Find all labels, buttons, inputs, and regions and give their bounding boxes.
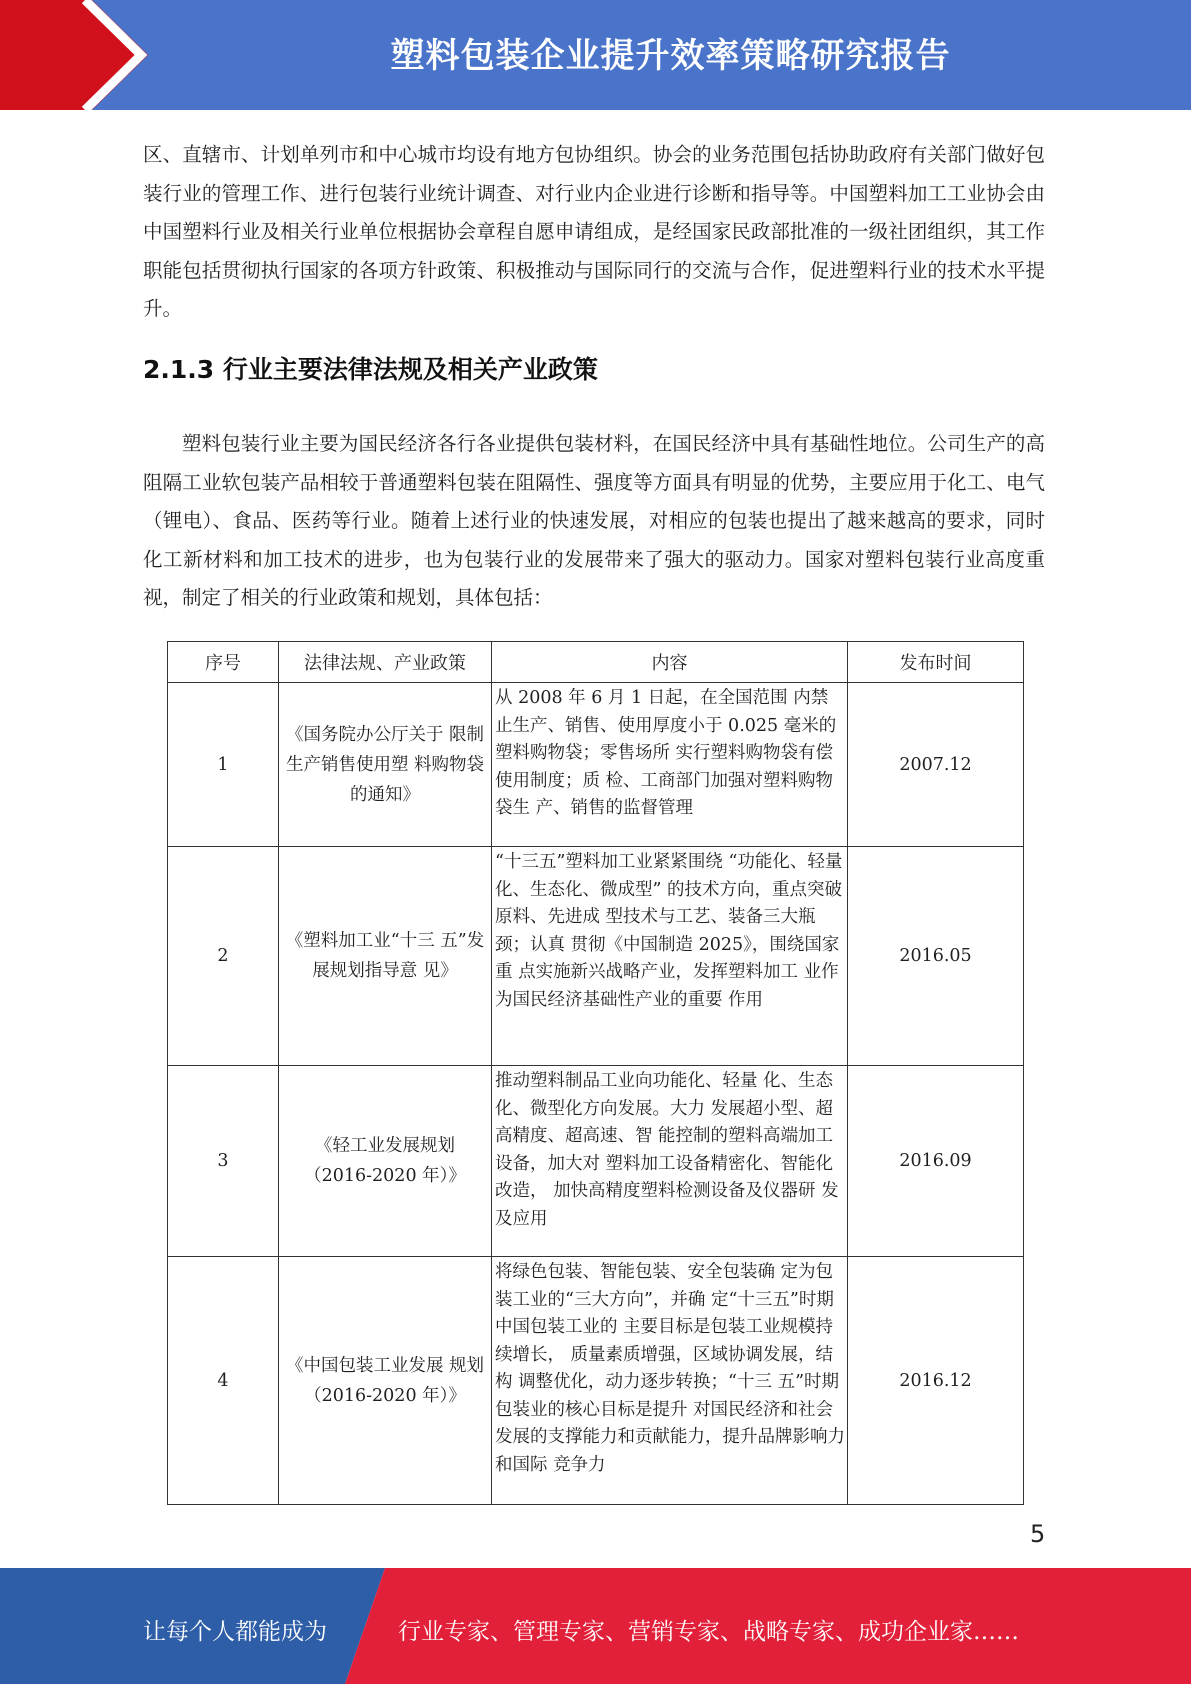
table-header-row xyxy=(168,642,1024,683)
row-content: “十三五”塑料加工业紧紧围绕 “功能化、轻量化、生态化、微成型” 的技术方向，重点突破原料、先进成 型技术与工艺、装备三大瓶颈；认真 贯彻《中国制造 2025》，围绕国家重 点实施新兴战略产业，发挥塑料加工 业作为国民经济基础性产业的重要 作用 xyxy=(492,847,848,1066)
row-date: 2016.05 xyxy=(848,847,1024,1066)
table-row xyxy=(168,847,1024,1066)
header-law: 法律法规、产业政策 xyxy=(279,642,492,683)
report-title: 塑料包装企业提升效率策略研究报告 xyxy=(390,36,951,76)
header-date: 发布时间 xyxy=(848,642,1024,683)
footer-slogan-left: 让每个人都能成为 xyxy=(143,1619,327,1645)
body-paragraph: 塑料包装行业主要为国民经济各行各业提供包装材料，在国民经济中具有基础性地位。公司生产的高阻隔工业软包装产品相较于普通塑料包装在阻隔性、强度等方面具有明显的优势，主要应用于化工、电气（锂电）、食品、医药等行业。随着上述行业的快速发展，对相应的包装也提出了越来越高的要求，同时化工新材料和加工技术的进步，也为包装行业的发展带来了强大的驱动力。国家对塑料包装行业高度重视，制定了相关的行业政策和规划，具体包括： xyxy=(143,432,1045,609)
row-date: 2016.12 xyxy=(848,1257,1024,1505)
row-law: 《塑料加工业“十三 五”发展规划指导意 见》 xyxy=(279,847,492,1066)
row-law: 《轻工业发展规划 （2016-2020 年）》 xyxy=(279,1066,492,1257)
row-number: 4 xyxy=(168,1257,279,1505)
row-law: 《国务院办公厅关于 限制生产销售使用塑 料购物袋的通知》 xyxy=(279,683,492,847)
header-banner xyxy=(0,0,1191,110)
page-number: 5 xyxy=(1030,1520,1046,1548)
table-row xyxy=(168,1066,1024,1257)
table-row xyxy=(168,683,1024,847)
row-content: 推动塑料制品工业向功能化、轻量 化、生态化、微型化方向发展。大力 发展超小型、超高精度、超高速、智 能控制的塑料高端加工设备，加大对 塑料加工设备精密化、智能化改造， 加快高精度塑料检测设备及仪器研 发及应用 xyxy=(492,1066,848,1257)
row-content: 将绿色包装、智能包装、安全包装确 定为包装工业的“三大方向”，并确 定“十三五”时期中国包装工业的 主要目标是包装工业规模持续增长， 质量素质增强，区域协调发展，结构 调整优化，动力逐步转换；“十三 五”时期包装业的核心目标是提升 对国民经济和社会发展的支撑能力和贡献能力，提升品牌影响力和国际 竞争力 xyxy=(492,1257,848,1505)
section-heading: 2.1.3 行业主要法律法规及相关产业政策 xyxy=(143,355,598,384)
row-date: 2016.09 xyxy=(848,1066,1024,1257)
row-number: 1 xyxy=(168,683,279,847)
intro-paragraph: 区、直辖市、计划单列市和中心城市均设有地方包协组织。协会的业务范围包括协助政府有关部门做好包装行业的管理工作、进行包装行业统计调查、对行业内企业进行诊断和指导等。中国塑料加工工业协会由中国塑料行业及相关行业单位根据协会章程自愿申请组成，是经国家民政部批准的一级社团组织，其工作职能包括贯彻执行国家的各项方针政策、积极推动与国际同行的交流与合作，促进塑料行业的技术水平提升。 xyxy=(143,143,1045,320)
row-number: 2 xyxy=(168,847,279,1066)
header-content: 内容 xyxy=(492,642,848,683)
footer-slogan-right: 行业专家、管理专家、营销专家、战略专家、成功企业家…… xyxy=(398,1619,1019,1645)
table-row xyxy=(168,1257,1024,1505)
row-number: 3 xyxy=(168,1066,279,1257)
row-law: 《中国包装工业发展 规划（2016-2020 年）》 xyxy=(279,1257,492,1505)
header-arrow-decoration xyxy=(0,0,160,110)
row-date: 2007.12 xyxy=(848,683,1024,847)
policy-table xyxy=(167,641,1024,1505)
header-no: 序号 xyxy=(168,642,279,683)
row-content: 从 2008 年 6 月 1 日起，在全国范围 内禁止生产、销售、使用厚度小于 0.025 毫米的塑料购物袋；零售场所 实行塑料购物袋有偿使用制度；质 检、工商部门加强对塑料购物袋生 产、销售的监督管理 xyxy=(492,683,848,847)
